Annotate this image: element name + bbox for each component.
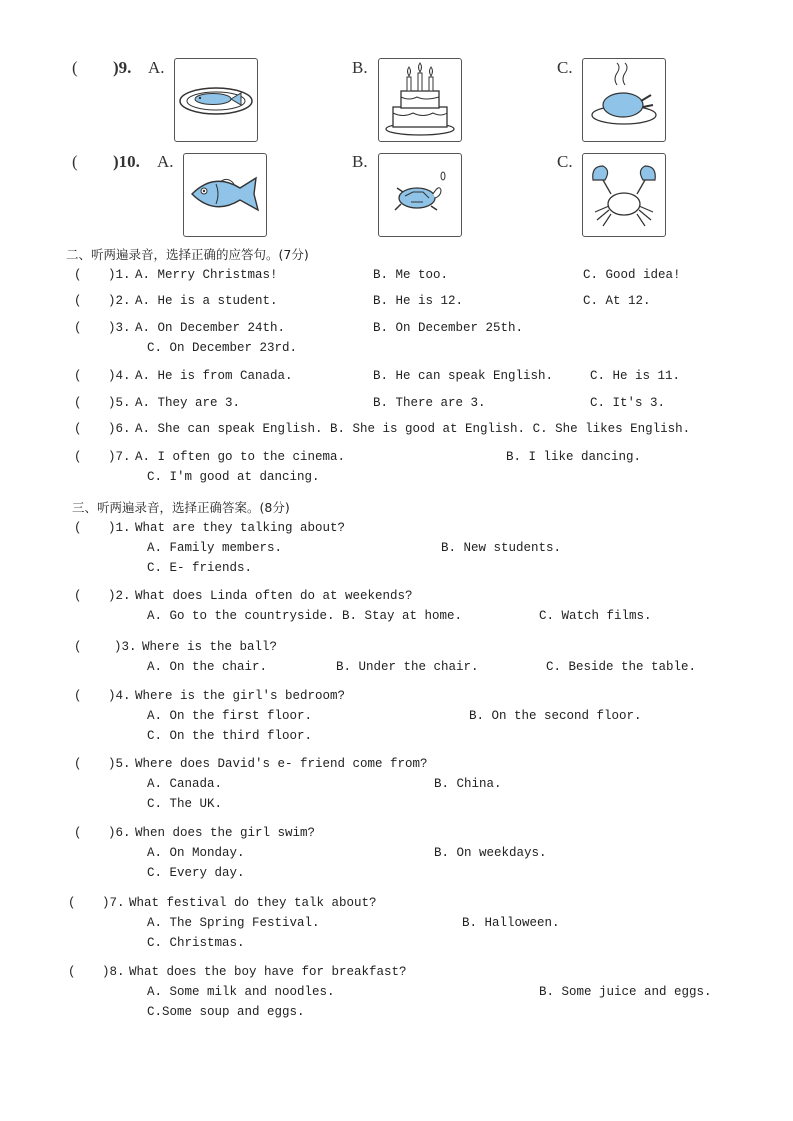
option-c[interactable]: C. Watch films. — [539, 609, 652, 623]
question-number: )3. — [114, 640, 137, 654]
option-c[interactable]: C. On December 23rd. — [147, 341, 298, 355]
question-number: )3. — [108, 321, 131, 335]
option-b[interactable]: B. On weekdays. — [434, 846, 547, 860]
question-number: )2. — [108, 589, 131, 603]
option-c[interactable]: C. Good idea! — [583, 268, 681, 282]
option-a[interactable]: A. On the first floor. — [147, 709, 313, 723]
question-number: )2. — [108, 294, 131, 308]
option-c[interactable]: C. At 12. — [583, 294, 651, 308]
option-letter: C. — [557, 152, 573, 171]
question-text: What does the boy have for breakfast? — [129, 965, 407, 979]
option-letter: B. — [352, 152, 368, 171]
option-b[interactable]: B. China. — [434, 777, 502, 791]
answer-paren-open: ( — [74, 396, 82, 410]
option-a[interactable]: A. He is a student. — [135, 294, 278, 308]
roast-turkey-icon[interactable] — [582, 58, 666, 142]
option-b[interactable]: B. Halloween. — [462, 916, 560, 930]
option-a[interactable]: A. Some milk and noodles. — [147, 985, 335, 999]
section-heading: 三、听两遍录音，选择正确答案。(8分) — [72, 500, 290, 515]
option-a[interactable]: A. Merry Christmas! — [135, 268, 278, 282]
option-b[interactable]: B. Some juice and eggs. — [539, 985, 712, 999]
fish-icon[interactable] — [183, 153, 267, 237]
option-a[interactable]: A. Family members. — [147, 541, 283, 555]
question-number: )1. — [108, 521, 131, 535]
question-text: What are they talking about? — [135, 521, 346, 535]
option-a[interactable]: A. On the chair. — [147, 660, 268, 674]
option-c[interactable]: C. Beside the table. — [546, 660, 697, 674]
turtle-icon[interactable] — [378, 153, 462, 237]
option-c[interactable]: C. E- friends. — [147, 561, 253, 575]
option-a[interactable]: A. The Spring Festival. — [147, 916, 320, 930]
option-c[interactable]: C. I'm good at dancing. — [147, 470, 320, 484]
answer-paren-open: ( — [74, 321, 82, 335]
question-text: What does Linda often do at weekends? — [135, 589, 413, 603]
option-b[interactable]: B. On December 25th. — [373, 321, 524, 335]
question-number: )5. — [108, 396, 131, 410]
question-number: )4. — [108, 369, 131, 383]
birthday-cake-icon[interactable] — [378, 58, 462, 142]
question-text: Where is the girl's bedroom? — [135, 689, 346, 703]
question-number: )5. — [108, 757, 131, 771]
fish-on-plate-icon[interactable] — [174, 58, 258, 142]
option-a[interactable]: A. On Monday. — [147, 846, 245, 860]
option-c[interactable]: C. The UK. — [147, 797, 223, 811]
answer-paren-open: ( — [68, 896, 76, 910]
options-a-b[interactable]: A. Go to the countryside. B. Stay at home. — [147, 609, 463, 623]
option-a[interactable]: A. Canada. — [147, 777, 223, 791]
answer-paren-open: ( — [74, 268, 82, 282]
option-b[interactable]: B. New students. — [441, 541, 562, 555]
crab-icon[interactable] — [582, 153, 666, 237]
question-number: )1. — [108, 268, 131, 282]
option-b[interactable]: B. On the second floor. — [469, 709, 642, 723]
option-letter: C. — [557, 58, 573, 77]
option-c[interactable]: C. On the third floor. — [147, 729, 313, 743]
options-line[interactable]: A. She can speak English. B. She is good at English. C. She likes English. — [135, 422, 691, 436]
option-b[interactable]: B. There are 3. — [373, 396, 486, 410]
question-number: )9. — [113, 58, 132, 77]
option-b[interactable]: B. He is 12. — [373, 294, 464, 308]
option-c[interactable]: C.Some soup and eggs. — [147, 1005, 305, 1019]
option-c[interactable]: C. Every day. — [147, 866, 245, 880]
question-number: )4. — [108, 689, 131, 703]
option-b[interactable]: B. He can speak English. — [373, 369, 554, 383]
question-number: )8. — [102, 965, 125, 979]
question-text: Where is the ball? — [142, 640, 278, 654]
option-letter: B. — [352, 58, 368, 77]
option-c[interactable]: C. Christmas. — [147, 936, 245, 950]
question-number: )7. — [108, 450, 131, 464]
answer-paren-open: ( — [74, 640, 82, 654]
option-a[interactable]: A. He is from Canada. — [135, 369, 293, 383]
answer-paren-open: ( — [74, 826, 82, 840]
option-letter: A. — [148, 58, 165, 77]
question-number: )6. — [108, 826, 131, 840]
option-a[interactable]: A. On December 24th. — [135, 321, 286, 335]
option-c[interactable]: C. It's 3. — [590, 396, 666, 410]
answer-paren-open: ( — [74, 589, 82, 603]
section-heading: 二、听两遍录音，选择正确的应答句。(7分) — [66, 247, 309, 262]
question-text: When does the girl swim? — [135, 826, 316, 840]
option-b[interactable]: B. Me too. — [373, 268, 449, 282]
answer-paren-open: ( — [74, 521, 82, 535]
option-b[interactable]: B. Under the chair. — [336, 660, 479, 674]
answer-paren-open: ( — [74, 450, 82, 464]
option-b[interactable]: B. I like dancing. — [506, 450, 642, 464]
answer-paren-open: ( — [74, 294, 82, 308]
answer-paren-open: ( — [74, 369, 82, 383]
option-letter: A. — [157, 152, 174, 171]
answer-paren-open: ( — [72, 152, 78, 171]
answer-paren-open: ( — [74, 422, 82, 436]
question-text: What festival do they talk about? — [129, 896, 377, 910]
option-a[interactable]: A. I often go to the cinema. — [135, 450, 346, 464]
answer-paren-open: ( — [72, 58, 78, 77]
option-c[interactable]: C. He is 11. — [590, 369, 681, 383]
option-a[interactable]: A. They are 3. — [135, 396, 241, 410]
answer-paren-open: ( — [68, 965, 76, 979]
answer-paren-open: ( — [74, 757, 82, 771]
question-number: )7. — [102, 896, 125, 910]
question-number: )6. — [108, 422, 131, 436]
question-number: )10. — [113, 152, 140, 171]
answer-paren-open: ( — [74, 689, 82, 703]
question-text: Where does David's e- friend come from? — [135, 757, 428, 771]
